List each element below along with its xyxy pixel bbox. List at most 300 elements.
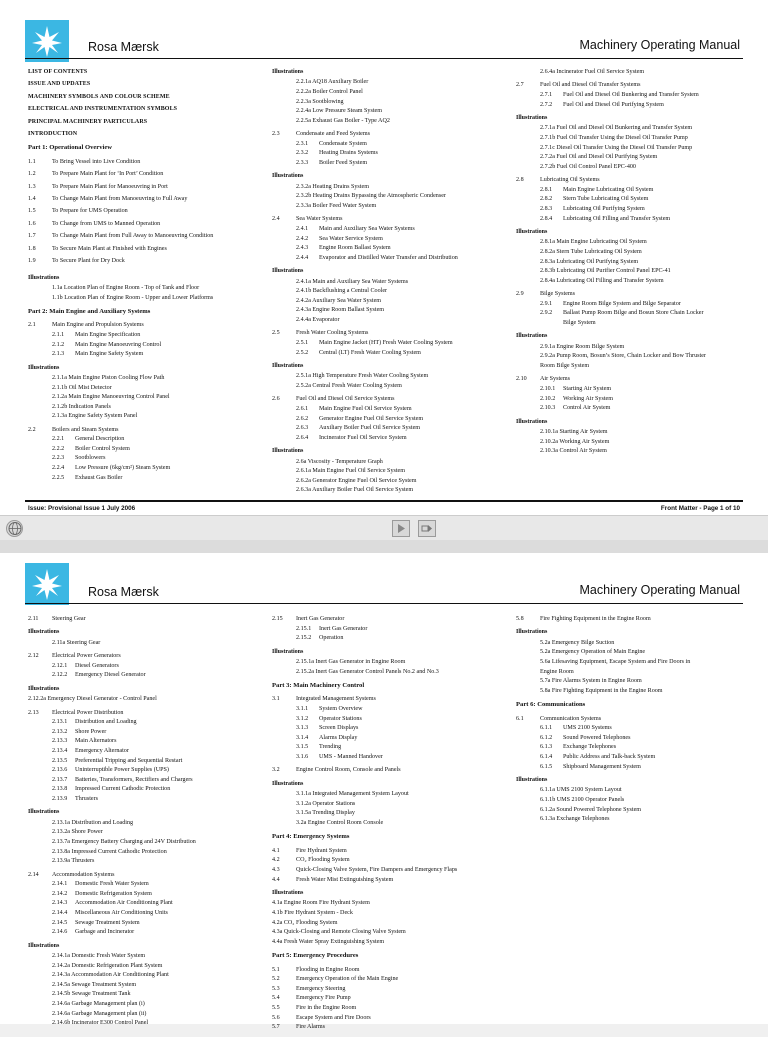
list-item <box>272 847 502 855</box>
subsection-title: Boiler Control System <box>75 445 130 452</box>
subsection-item <box>272 254 502 262</box>
section-2-2-illustrations <box>272 78 502 125</box>
list-item: 2.2.1a AQ18 Auxiliary Boiler <box>296 79 369 86</box>
subsection-item <box>516 763 746 771</box>
item-number: 1.8 <box>28 245 36 252</box>
subsection-number: 2.2.3 <box>52 455 65 462</box>
subsection-number: 2.13.4 <box>52 748 68 754</box>
subsection-number: 2.7.2 <box>540 101 553 108</box>
list-item: 2.4.2a Auxiliary Sea Water System <box>296 297 382 304</box>
part-5-list <box>272 966 502 1032</box>
subsection-number: 6.1.1 <box>540 725 553 732</box>
section-2-2 <box>28 426 253 482</box>
subsection-number: 3.1.4 <box>296 734 309 741</box>
item-title: Quick-Closing Valve System, Fire Dampers and Emergency Flaps <box>296 866 458 873</box>
subsection-title: Engine Room Ballast System <box>319 245 391 252</box>
list-item: 2.15.2a Inert Gas Generator Control Panels No.2 and No.3 <box>296 668 439 675</box>
subsection-number: 2.4.2 <box>296 235 309 242</box>
p2-column-1 <box>28 615 253 1033</box>
subsection-title: Preferential Tripping and Sequential Restart <box>75 757 183 764</box>
list-item: 2.13.9a Thrusters <box>52 858 95 865</box>
subsection-number: 3.1.2 <box>296 715 309 722</box>
part-4-list <box>272 847 502 884</box>
subsection-title: Sewage Treatment System <box>75 919 140 926</box>
list-item: 2.13.1a Distribution and Loading <box>52 819 134 826</box>
section-number: 2.9 <box>516 291 524 298</box>
subsection-item <box>272 753 502 761</box>
list-item: 2.7.2a Fuel Oil and Diesel Oil Purifying System <box>540 154 658 161</box>
section-2-6-illustrations <box>272 458 502 495</box>
section-title: Engine Control Room, Console and Panels <box>296 767 401 774</box>
subsection-title: Uninterruptible Power Supplies (UPS) <box>75 767 169 774</box>
section-2-5 <box>272 329 502 357</box>
illustrations-label: Illustrations <box>272 173 304 180</box>
subsection-title: Public Address and Talk-back System <box>563 753 656 760</box>
list-item: 2.3.2a Heating Drains System <box>296 183 369 190</box>
subsection-number: 2.12.2 <box>52 672 68 679</box>
section-2-1 <box>28 321 253 358</box>
list-item: 1.1b Location Plan of Engine Room - Upper and Lower Platforms <box>52 294 214 301</box>
subsection-title: Boiler Feed System <box>319 159 368 166</box>
list-item: 3.1.1a Integrated Management System Layout <box>296 791 409 798</box>
item-title: CO₂ Flooding System <box>296 857 350 864</box>
subsection-number: 2.14.6 <box>52 929 68 936</box>
subsection-number: 2.12.1 <box>52 662 68 669</box>
section-number: 2.5 <box>272 330 280 337</box>
subsection-item <box>28 899 253 907</box>
subsection-number: 2.2.2 <box>52 445 65 452</box>
subsection-number: 2.13.8 <box>52 786 68 793</box>
subsection-item <box>28 795 253 803</box>
item-number: 1.1 <box>28 158 36 165</box>
list-item <box>28 183 253 191</box>
section-title: Electrical Power Generators <box>52 653 121 660</box>
subsection-item <box>28 928 253 936</box>
page-indicator: Front Matter - Page 1 of 10 <box>660 505 740 512</box>
section-2-9-illustrations <box>516 343 746 371</box>
section-number: 3.1 <box>272 696 280 703</box>
list-item: Room Bilge System <box>540 362 590 369</box>
subsection-item <box>516 91 746 99</box>
section-number: 2.3 <box>272 131 280 138</box>
subsection-number: 2.6.2 <box>296 415 309 422</box>
subsection-number: 2.9.2 <box>540 310 553 317</box>
section-title: Bilge Systems <box>540 291 576 298</box>
list-item: 2.1.2a Main Engine Manoeuvring Control Panel <box>52 394 170 401</box>
list-item <box>28 245 253 253</box>
illustrations-label: Illustrations <box>516 629 548 636</box>
section-heading <box>28 871 253 879</box>
section-title: Inert Gas Generator <box>296 616 345 622</box>
list-item: PRINCIPAL MACHINERY PARTICULARS <box>28 118 148 125</box>
list-item: 2.8.3b Lubricating Oil Purifier Control Panel EPC-41 <box>540 268 671 275</box>
list-item: 2.6.2a Generator Engine Fuel Oil Service System <box>296 477 417 484</box>
subsection-number: 2.13.1 <box>52 719 68 726</box>
subsection-number: 2.6.1 <box>296 405 309 412</box>
section-number: 2.15 <box>272 616 283 622</box>
front-matter-list <box>28 68 253 138</box>
list-item: 2.7.1b Fuel Oil Transfer Using the Diesel Oil Transfer Pump <box>540 135 688 141</box>
list-item: 2.14.1a Domestic Fresh Water System <box>52 952 146 959</box>
subsection-number: 2.8.2 <box>540 196 553 203</box>
list-item: 2.14.2a Domestic Refrigeration Plant System <box>52 962 163 969</box>
subsection-item <box>28 474 253 482</box>
subsection-item <box>28 435 253 443</box>
section-2-13 <box>28 709 253 804</box>
subsection-item <box>516 186 746 194</box>
subsection-number: 2.1.2 <box>52 341 65 348</box>
item-title: Emergency Steering <box>296 985 346 992</box>
list-item: 2.6.3a Auxiliary Boiler Fuel Oil Service System <box>296 487 414 494</box>
subsection-number: 2.14.4 <box>52 909 68 916</box>
section-title: Steering Gear <box>52 616 86 622</box>
subsection-title: Operator Stations <box>319 715 362 722</box>
section-2-10 <box>516 375 746 412</box>
subsection-number: 6.1.5 <box>540 763 553 770</box>
list-item <box>272 966 502 974</box>
subsection-title: Batteries, Transformers, Rectifiers and Chargers <box>75 776 193 783</box>
list-item: 2.2.2a Boiler Control Panel <box>296 89 363 95</box>
list-item: 2.8.1a Main Engine Lubricating Oil System <box>540 239 647 246</box>
subsection-title: Sootblowers <box>75 455 106 462</box>
illustrations-label: Illustrations <box>28 809 60 816</box>
subsection-number: 2.8.3 <box>540 205 553 212</box>
section-number: 6.1 <box>516 715 524 722</box>
list-item: 6.1.1a UMS 2100 System Layout <box>540 787 622 794</box>
subsection-title: Generator Engine Fuel Oil Service System <box>319 415 424 422</box>
globe-icon[interactable] <box>6 520 23 537</box>
viewer-toolbar <box>0 515 768 540</box>
list-item: 2.4.3a Engine Room Ballast System <box>296 307 385 314</box>
section-title: Communication Systems <box>540 715 602 722</box>
subsection-number: 2.4.3 <box>296 245 309 252</box>
section-2-8 <box>516 176 746 223</box>
section-title: Condensate and Feed Systems <box>296 131 370 138</box>
section-number: 2.11 <box>28 616 39 622</box>
list-item: ISSUE AND UPDATES <box>28 81 91 88</box>
list-item: 2.3.3a Boiler Feed Water System <box>296 202 377 209</box>
subsection-item <box>272 225 502 233</box>
section-title: Fire Fighting Equipment in the Engine Room <box>540 616 651 622</box>
subsection-item <box>28 757 253 765</box>
subsection-item <box>516 101 746 109</box>
item-number: 1.3 <box>28 183 36 190</box>
item-title: Fire Alarms <box>296 1024 325 1031</box>
list-item <box>272 856 502 864</box>
subsection-title: Main Engine Specification <box>75 331 141 338</box>
list-item: 2.5.2a Central Fresh Water Cooling System <box>296 382 402 389</box>
list-item: LIST OF CONTENTS <box>28 69 88 75</box>
list-item: 2.6.1a Main Engine Fuel Oil Service System <box>296 468 405 475</box>
list-item: 2.8.3a Lubricating Oil Purifying System <box>540 258 639 265</box>
subsection-item <box>28 919 253 927</box>
list-item: 5.6a Lifesaving Equipment, Escape System and Fire Doors in <box>540 659 691 665</box>
illustrations-label: Illustrations <box>28 685 60 692</box>
section-2-1-illustrations <box>28 374 253 421</box>
section-title: Accommodation Systems <box>52 871 115 878</box>
part-1-list <box>28 158 253 266</box>
subsection-number: 2.10.2 <box>540 395 556 402</box>
section-2-6 <box>272 395 502 442</box>
list-item <box>272 1023 502 1031</box>
list-item: 6.1.1b UMS 2100 Operator Panels <box>540 796 625 803</box>
list-item: 4.2a CO₂ Flooding System <box>272 919 338 926</box>
list-item: 2.9.2a Pump Room, Bosun’s Store, Chain Locker and Bow Thruster <box>540 353 706 360</box>
subsection-title: Domestic Refrigeration System <box>75 890 152 897</box>
subsection-item <box>516 385 746 393</box>
subsection-item <box>28 737 253 745</box>
list-item: 2.13.7a Emergency Battery Charging and 24V Distribution <box>52 838 196 845</box>
subsection-title: Lubricating Oil Purifying System <box>563 205 645 212</box>
brand-name: Rosa Mærsk <box>88 40 159 54</box>
play-icon[interactable] <box>392 520 410 537</box>
part-6-title: Part 6: Communications <box>516 701 586 709</box>
section-number: 2.4 <box>272 216 280 223</box>
section-6-1 <box>516 715 746 771</box>
subsection-title: Accommodation Air Conditioning Plant <box>75 900 173 907</box>
item-title: To Prepare Main Plant for ‘In Port’ Condition <box>52 171 164 178</box>
illustrations-label: Illustrations <box>272 448 304 455</box>
section-title: Boilers and Steam Systems <box>52 426 119 433</box>
subsection-title: Trending <box>319 744 342 751</box>
list-item: 3.2a Engine Control Room Console <box>296 819 384 826</box>
illustrations-label: Illustrations <box>28 942 60 949</box>
subsection-item <box>272 424 502 432</box>
subsection-item <box>28 445 253 453</box>
list-item <box>272 975 502 983</box>
list-item: 2.13.8a Impressed Current Cathodic Protection <box>52 848 167 855</box>
subsection-number: 2.13.3 <box>52 738 68 745</box>
list-item <box>28 207 253 215</box>
section-heading <box>272 695 502 703</box>
section-number: 2.12 <box>28 653 39 660</box>
p1-column-3 <box>516 68 746 461</box>
subsection-title: Evaporator and Distilled Water Transfer and Distribution <box>319 254 458 261</box>
subsection-item <box>28 785 253 793</box>
subsection-number: 2.7.1 <box>540 92 553 98</box>
section-heading <box>272 615 502 623</box>
subsection-item <box>28 331 253 339</box>
item-number: 1.4 <box>28 196 36 203</box>
subsection-title: Thrusters <box>75 795 99 802</box>
section-2-11-illustrations <box>28 639 253 647</box>
section-number: 2.8 <box>516 177 524 184</box>
subsection-item <box>28 671 253 679</box>
item-title: To Change Main Plant from Full Away to Manoeuvring Condition <box>52 233 214 240</box>
subsection-number: 2.14.1 <box>52 881 68 888</box>
subsection-title: Sound Powered Telephones <box>563 734 631 741</box>
item-number: 1.6 <box>28 220 36 227</box>
list-item: 2.14.5b Sewage Treatment Tank <box>52 991 131 998</box>
list-item: 2.7.2b Fuel Oil Control Panel EPC-400 <box>540 163 636 170</box>
subsection-number: 2.4.4 <box>296 254 309 261</box>
subsection-title: Main Engine Jacket (HT) Fresh Water Cooling System <box>319 339 453 346</box>
subsection-title: UMS - Manned Handover <box>319 753 383 760</box>
list-item: 2.3.2b Heating Drains Bypassing the Atmospheric Condenser <box>296 193 446 200</box>
subsection-title: Main Alternators <box>75 738 117 745</box>
section-title: Fuel Oil and Diesel Oil Service Systems <box>296 396 395 403</box>
subsection-item <box>28 662 253 670</box>
list-item: INTRODUCTION <box>28 131 78 138</box>
list-item: 4.3a Quick-Closing and Remote Closing Valve System <box>272 929 406 936</box>
section-number: 2.6 <box>272 396 280 403</box>
subsection-number: 2.13.2 <box>52 728 68 735</box>
section-2-4 <box>272 215 502 262</box>
list-item: 2.1.1b Oil Mist Detector <box>52 384 112 391</box>
section-heading <box>516 615 746 623</box>
list-item <box>272 876 502 884</box>
list-item: 6.1.3a Exchange Telephones <box>540 816 610 823</box>
list-item: 2.10.3a Control Air System <box>540 448 607 455</box>
list-item: 2.2.5a Exhaust Gas Boiler - Type AQ2 <box>296 117 390 124</box>
list-item: 2.15.1a Inert Gas Generator in Engine Room <box>296 659 406 665</box>
subsection-title: Main Engine Lubricating Oil System <box>563 186 654 193</box>
subsection-title: Shipboard Management System <box>563 763 641 770</box>
subsection-number: 2.13.7 <box>52 776 68 783</box>
p2-column-2 <box>272 615 502 1037</box>
item-title: To Change Main Plant from Manoeuvring to Full Away <box>52 196 188 203</box>
subsection-title: Engine Room Bilge System and Bilge Separator <box>563 300 681 307</box>
subsection-item <box>272 235 502 243</box>
section-5-8 <box>516 615 746 623</box>
section-2-12-illustrations <box>28 695 253 703</box>
subsection-title: Sea Water Service System <box>319 235 383 242</box>
list-item: 4.4a Fresh Water Spray Extinguishing System <box>272 938 385 945</box>
subsection-title: System Overview <box>319 706 363 712</box>
subsection-title: Bilge System <box>563 319 596 326</box>
section-heading <box>272 329 502 337</box>
subsection-number: 2.6.4 <box>296 434 309 441</box>
list-item: 2.6a Viscosity - Temperature Graph <box>296 458 383 465</box>
subsection-item <box>28 776 253 784</box>
section-2-8-illustrations <box>516 238 746 285</box>
section-heading <box>28 709 253 717</box>
star-logo-icon <box>25 563 69 605</box>
list-item: 2.12.2a Emergency Diesel Generator - Control Panel <box>28 696 157 703</box>
illustrations-label: Illustrations <box>516 333 548 340</box>
item-title: To Bring Vessel into Live Condition <box>52 158 141 165</box>
subsection-title: Exhaust Gas Boiler <box>75 474 123 481</box>
subsection-item <box>516 195 746 203</box>
section-title: Air Systems <box>540 376 570 383</box>
subsection-number: 3.1.1 <box>296 706 309 712</box>
section-title: Fresh Water Cooling Systems <box>296 330 369 337</box>
subsection-title: Control Air System <box>563 405 611 412</box>
item-title: To Prepare Main Plant for Manoeuvring in Port <box>52 183 168 190</box>
subsection-number: 2.8.4 <box>540 215 553 222</box>
section-title: Integrated Management Systems <box>296 696 376 703</box>
subsection-number: 2.10.1 <box>540 385 556 392</box>
subsection-item <box>516 734 746 742</box>
list-item: 2.1.2b Indication Panels <box>52 403 111 410</box>
section-3-1 <box>272 695 502 761</box>
illustrations-label: Illustrations <box>272 889 304 896</box>
section-title: Electrical Power Distribution <box>52 709 124 716</box>
list-item: 2.14.5a Sewage Treatment System <box>52 981 137 988</box>
section-number: 2.2 <box>28 426 36 433</box>
subsection-number: 2.3.3 <box>296 159 309 166</box>
illustrations-label: Illustrations <box>516 115 548 121</box>
list-item: Engine Room <box>540 668 574 675</box>
subsection-title: Distribution and Loading <box>75 719 137 726</box>
section-heading <box>516 81 746 89</box>
illustration-2-6-4a <box>516 68 746 76</box>
section-3-2 <box>272 766 502 774</box>
section-title: Sea Water Systems <box>296 216 343 223</box>
subsection-title: Heating Drains Systems <box>319 150 378 157</box>
subsection-item <box>516 395 746 403</box>
footer-rule <box>25 500 743 502</box>
list-item: MACHINERY SYMBOLS AND COLOUR SCHEME <box>28 93 170 100</box>
subsection-number: 2.14.3 <box>52 900 68 907</box>
subsection-item <box>272 140 502 148</box>
item-number: 1.9 <box>28 258 36 265</box>
item-title: To Secure Plant for Dry Dock <box>52 258 125 265</box>
subsection-number: 3.1.5 <box>296 744 309 751</box>
subsection-number: 2.1.1 <box>52 331 65 338</box>
section-number: 2.7 <box>516 82 524 89</box>
subsection-number: 2.2.1 <box>52 436 65 443</box>
list-item: ELECTRICAL AND INSTRUMENTATION SYMBOLS <box>28 106 178 113</box>
list-item: 2.10.2a Working Air System <box>540 438 610 445</box>
list-item: 5.8a Fire Fighting Equipment in the Engine Room <box>540 687 663 694</box>
section-title: Main Engine and Propulsion Systems <box>52 322 144 329</box>
section-heading <box>28 615 253 623</box>
item-number: 1.2 <box>28 171 36 178</box>
subsection-number: 2.4.1 <box>296 225 309 232</box>
illustrations-label: Illustrations <box>272 69 304 75</box>
subsection-title: Alarms Display <box>319 734 358 741</box>
list-item: 6.1.2a Sound Powered Telephone System <box>540 806 642 813</box>
subsection-item <box>516 724 746 732</box>
illustrations-label: Illustrations <box>28 629 60 636</box>
header-rule <box>25 603 743 604</box>
section-2-12 <box>28 652 253 680</box>
illustrations-label: Illustrations <box>272 780 304 787</box>
next-page-icon[interactable] <box>418 520 436 537</box>
subsection-item <box>272 244 502 252</box>
list-item: 4.1b Fire Hydrant System - Deck <box>272 909 353 916</box>
illustrations-label: Illustrations <box>272 362 304 369</box>
item-number: 5.2 <box>272 976 280 983</box>
subsection-number: 3.1.6 <box>296 753 309 760</box>
item-number: 5.7 <box>272 1024 280 1031</box>
list-item <box>28 220 253 228</box>
list-item: 2.1.1a Main Engine Piston Cooling Flow Path <box>52 374 165 381</box>
section-heading <box>516 715 746 723</box>
item-number: 1.7 <box>28 233 36 240</box>
subsection-item <box>272 349 502 357</box>
list-item: 5.7a Fire Alarms System in Engine Room <box>540 678 642 685</box>
subsection-number: 3.1.3 <box>296 725 309 732</box>
list-item <box>28 170 253 178</box>
subsection-number: 2.8.1 <box>540 186 553 193</box>
item-number: 5.1 <box>272 966 280 973</box>
p1-column-1 <box>28 68 253 487</box>
list-item: 5.2a Emergency Operation of Main Engine <box>540 649 646 656</box>
section-2-13-illustrations <box>28 819 253 866</box>
subsection-title: Garbage and Incinerator <box>75 929 135 936</box>
subsection-title: Impressed Current Cathodic Protection <box>75 786 171 793</box>
section-heading <box>272 395 502 403</box>
subsection-item <box>272 149 502 157</box>
subsection-title: Operation <box>319 635 344 642</box>
subsection-item <box>272 743 502 751</box>
issue-label: Issue: Provisional Issue 1 July 2006 <box>28 505 136 512</box>
list-item <box>28 158 253 166</box>
list-item: 3.1.5a Trending Display <box>296 810 355 817</box>
header-rule <box>25 58 743 59</box>
